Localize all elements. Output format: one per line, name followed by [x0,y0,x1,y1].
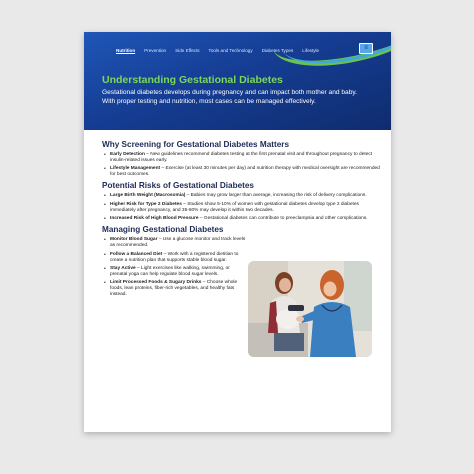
photo-illustration [248,261,372,357]
bullet-list [102,193,380,222]
list-item [102,216,380,222]
handout-page [84,32,391,432]
top-nav [116,45,319,55]
bullet-term: Lifestyle Management [110,166,161,172]
list-item [102,237,247,249]
bullet-list [102,152,380,178]
section-risks [102,181,380,222]
nav-item-diabetes-types[interactable]: Diabetes Types [261,47,294,53]
bullet-text: – Light exercises like walking, swimming, or prenatal yoga can help regulate blood sugar levels. [110,265,230,277]
list-item [102,166,380,178]
bullet-text: – Babies may grow larger than average, increasing the risk of delivery complications. [185,193,367,199]
list-item [102,202,380,214]
nav-item-nutrition[interactable]: Nutrition [116,47,136,53]
bullet-term: Increased Risk of High Blood Pressure [110,216,199,222]
intro-text: Gestational diabetes develops during pregnancy and can impact both mother and baby. With proper testing and nutrition, most cases can be managed effectively. [102,89,358,105]
nav-item-side-effects[interactable]: Side Effects [175,47,200,53]
section-heading: Why Screening for Gestational Diabetes Matters [102,140,289,149]
bullet-term: Limit Processed Foods & Sugary Drinks [110,280,202,286]
bullet-term: Higher Risk for Type 2 Diabetes [110,201,182,207]
bullet-term: Follow a Balanced Diet [110,251,163,257]
list-item [102,252,247,264]
menu-button[interactable] [359,43,373,54]
hero-banner [84,32,391,130]
page-title: Understanding Gestational Diabetes [102,74,283,86]
list-item [102,266,247,278]
bullet-term: Large Birth Weight (Macrosomia) [110,193,186,199]
bullet-text: – Gestational diabetes can contribute to preeclampsia and other complications. [198,216,368,222]
section-heading: Managing Gestational Diabetes [102,225,224,235]
section-screening [102,140,380,178]
nav-item-lifestyle[interactable]: Lifestyle [302,47,320,53]
bullet-text: – Work with a registered dietitian to create a nutrition plan that supports stable blood sugar. [110,251,239,263]
bullet-text: – Studies show 5-10% of women with gestational diabetes develop type 2 diabetes immediately after pregnancy, and 35-60% may develop it within two decades. [110,201,359,213]
nav-item-tools-technology[interactable]: Tools and Technology [208,47,253,53]
list-item [102,152,380,164]
bullet-text: – Use a glucose monitor and track levels as recommended. [110,237,246,249]
nurse-patient-photo [248,261,372,357]
bullet-term: Monitor Blood Sugar [110,237,158,243]
bullet-term: Stay Active [110,265,136,271]
section-heading: Potential Risks of Gestational Diabetes [102,181,254,191]
list-item [102,193,380,199]
bullet-text: – Choose whole foods, lean proteins, fiber-rich vegetables, and healthy fats instead. [110,280,238,298]
menu-icon: ≡ [364,45,368,51]
list-item [102,280,247,298]
nav-item-prevention[interactable]: Prevention [144,47,167,53]
bullet-text: – Exercise (at least 30 minutes per day) and nutrition therapy with medical oversight are recommended for best outcomes. [110,166,380,178]
bullet-list [102,237,247,298]
bullet-text: – New guidelines recommend diabetes testing at the first prenatal visit and throughout pregnancy to detect insulin-related issues early. [110,152,373,163]
bullet-term: Early Detection [110,152,145,157]
